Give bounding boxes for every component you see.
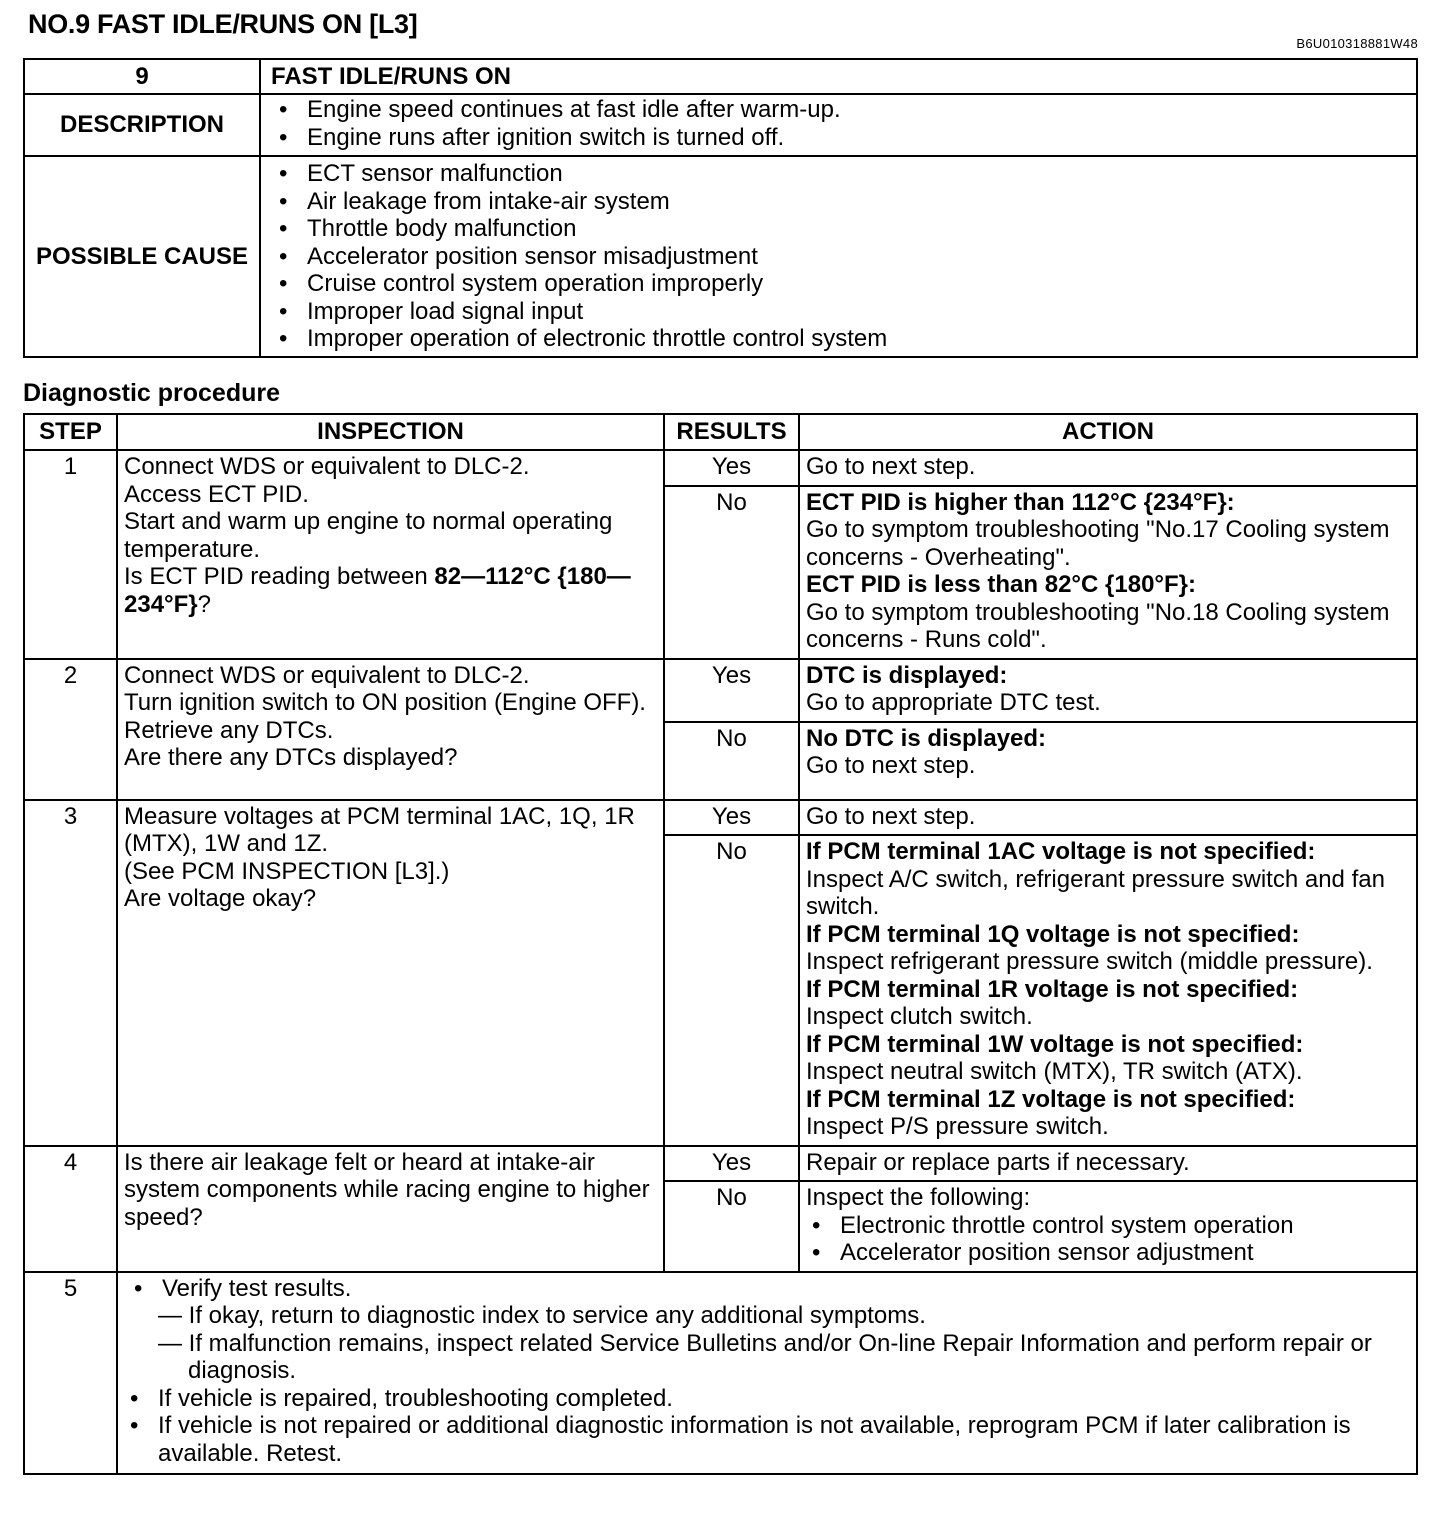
cause-item: • Accelerator position sensor misadjustment: [277, 243, 1416, 271]
step-5-content: [117, 1272, 1417, 1475]
inspection-question: [124, 563, 657, 618]
sub-item: • If vehicle is not repaired or additional diagnostic information is not available, reprogram PCM if later calibration is available. Retest.: [128, 1412, 1410, 1467]
inspection-line: Retrieve any DTCs.: [124, 716, 334, 744]
step-4-inspection: Is there air leakage felt or heard at intake-air system components while racing engine to higher speed?: [117, 1146, 664, 1272]
action-text: Inspect clutch switch.: [806, 1003, 1033, 1030]
question-text: Is ECT PID reading between: [124, 563, 435, 590]
step-4-yes-action: Repair or replace parts if necessary.: [799, 1146, 1417, 1182]
description-cell: [260, 94, 1417, 156]
step-number: 3: [24, 800, 117, 1146]
action-text: Go to symptom troubleshooting "No.17 Cooling system concerns - Overheating".: [806, 516, 1390, 571]
step-number: 5: [24, 1272, 117, 1475]
inspection-line: Connect WDS or equivalent to DLC-2.: [124, 661, 530, 689]
dash-item: — If okay, return to diagnostic index to service any additional symptoms.: [158, 1302, 926, 1329]
section-title: Diagnostic procedure: [23, 379, 280, 407]
header-action: ACTION: [799, 414, 1417, 450]
cause-item: • Improper load signal input: [277, 298, 1416, 326]
action-text: Inspect P/S pressure switch.: [806, 1113, 1109, 1140]
diagnostic-procedure-table: [23, 413, 1418, 1475]
step-1-inspection: [117, 450, 664, 659]
step-3-no-action: [799, 835, 1417, 1146]
dash-item: — If malfunction remains, inspect related Service Bulletins and/or On-line Repair Information and perform repair or diagnosis.: [158, 1329, 1372, 1384]
step-2-yes-row: [24, 659, 1417, 722]
header-inspection: INSPECTION: [117, 414, 664, 450]
step-4-yes-row: [24, 1146, 1417, 1182]
step-3-yes-row: [24, 800, 1417, 836]
inspection-line: Are voltage okay?: [124, 885, 317, 912]
action-heading: If PCM terminal 1W voltage is not specified:: [806, 1030, 1304, 1058]
inspection-line: Are there any DTCs displayed?: [124, 744, 458, 771]
symptom-name: FAST IDLE/RUNS ON: [260, 59, 1417, 94]
inspect-item: • Electronic throttle control system operation: [810, 1212, 1410, 1240]
description-label: DESCRIPTION: [24, 94, 260, 156]
step-2-no-action: [799, 722, 1417, 800]
possible-cause-row: [24, 156, 1417, 357]
action-heading: ECT PID is less than 82°C {180°F}:: [806, 571, 1196, 598]
page-title: NO.9 FAST IDLE/RUNS ON [L3]: [28, 9, 418, 39]
inspection-line: Access ECT PID.: [124, 480, 309, 508]
action-text: Inspect the following:: [806, 1184, 1031, 1211]
header-results: RESULTS: [664, 414, 799, 450]
result-yes: Yes: [664, 800, 799, 836]
inspection-line: Start and warm up engine to normal operating temperature.: [124, 508, 613, 563]
description-item: • Engine runs after ignition switch is turned off.: [277, 124, 1416, 152]
action-heading: If PCM terminal 1AC voltage is not specified:: [806, 838, 1316, 865]
result-no: No: [664, 1181, 799, 1272]
temperature-range: 82—112°C {180—234°F}: [124, 563, 631, 618]
action-heading: If PCM terminal 1Z voltage is not specified:: [806, 1085, 1296, 1113]
action-text: Inspect A/C switch, refrigerant pressure switch and fan switch.: [806, 865, 1385, 920]
action-heading: If PCM terminal 1R voltage is not specified:: [806, 975, 1299, 1003]
symptom-number: 9: [24, 59, 260, 94]
inspection-line: (See PCM INSPECTION [L3].): [124, 857, 450, 885]
summary-header-row: [24, 59, 1417, 94]
header-step: STEP: [24, 414, 117, 450]
step-1-yes-row: [24, 450, 1417, 486]
action-text: Go to next step.: [806, 752, 976, 779]
inspection-line: Measure voltages at PCM terminal 1AC, 1Q, 1R (MTX), 1W and 1Z.: [124, 802, 635, 857]
action-heading: DTC is displayed:: [806, 661, 1008, 689]
action-text: Inspect refrigerant pressure switch (middle pressure).: [806, 948, 1373, 975]
description-item: • Engine speed continues at fast idle after warm-up.: [277, 96, 1416, 124]
step-2-yes-action: [799, 659, 1417, 722]
step-5-row: [24, 1272, 1417, 1475]
result-no: No: [664, 835, 799, 1146]
action-text: Go to symptom troubleshooting "No.18 Cooling system concerns - Runs cold".: [806, 598, 1390, 653]
question-mark: ?: [197, 590, 211, 618]
step-1-no-action: [799, 486, 1417, 659]
cause-item: • Throttle body malfunction: [277, 215, 1416, 243]
cause-item: • ECT sensor malfunction: [277, 160, 1416, 188]
description-row: [24, 94, 1417, 156]
action-text: Go to appropriate DTC test.: [806, 689, 1101, 716]
possible-cause-cell: [260, 156, 1417, 357]
step-3-inspection: [117, 800, 664, 1146]
possible-cause-label: POSSIBLE CAUSE: [24, 156, 260, 357]
verify-item: • Verify test results.: [132, 1275, 1410, 1303]
cause-item: • Cruise control system operation improperly: [277, 270, 1416, 298]
step-number: 4: [24, 1146, 117, 1272]
action-text: Inspect neutral switch (MTX), TR switch (ATX).: [806, 1058, 1303, 1085]
result-yes: Yes: [664, 659, 799, 722]
action-heading: If PCM terminal 1Q voltage is not specified:: [806, 920, 1300, 948]
document-code: B6U010318881W48: [1296, 36, 1418, 51]
result-yes: Yes: [664, 1146, 799, 1182]
cause-item: • Air leakage from intake-air system: [277, 188, 1416, 216]
inspection-line: Connect WDS or equivalent to DLC-2.: [124, 453, 530, 480]
inspection-line: Turn ignition switch to ON position (Engine OFF).: [124, 689, 646, 716]
step-2-inspection: [117, 659, 664, 800]
result-yes: Yes: [664, 450, 799, 486]
procedure-header-row: [24, 414, 1417, 450]
cause-item: • Improper operation of electronic throttle control system: [277, 325, 1416, 353]
step-4-no-action: [799, 1181, 1417, 1272]
inspect-item: • Accelerator position sensor adjustment: [810, 1239, 1410, 1267]
action-heading: No DTC is displayed:: [806, 724, 1047, 752]
step-1-yes-action: Go to next step.: [799, 450, 1417, 486]
step-3-yes-action: Go to next step.: [799, 800, 1417, 836]
sub-item: • If vehicle is repaired, troubleshooting completed.: [128, 1385, 1410, 1413]
symptom-summary-table: [23, 58, 1418, 358]
step-number: 2: [24, 659, 117, 800]
step-number: 1: [24, 450, 117, 659]
result-no: No: [664, 486, 799, 659]
result-no: No: [664, 722, 799, 800]
action-heading: ECT PID is higher than 112°C {234°F}:: [806, 488, 1235, 516]
